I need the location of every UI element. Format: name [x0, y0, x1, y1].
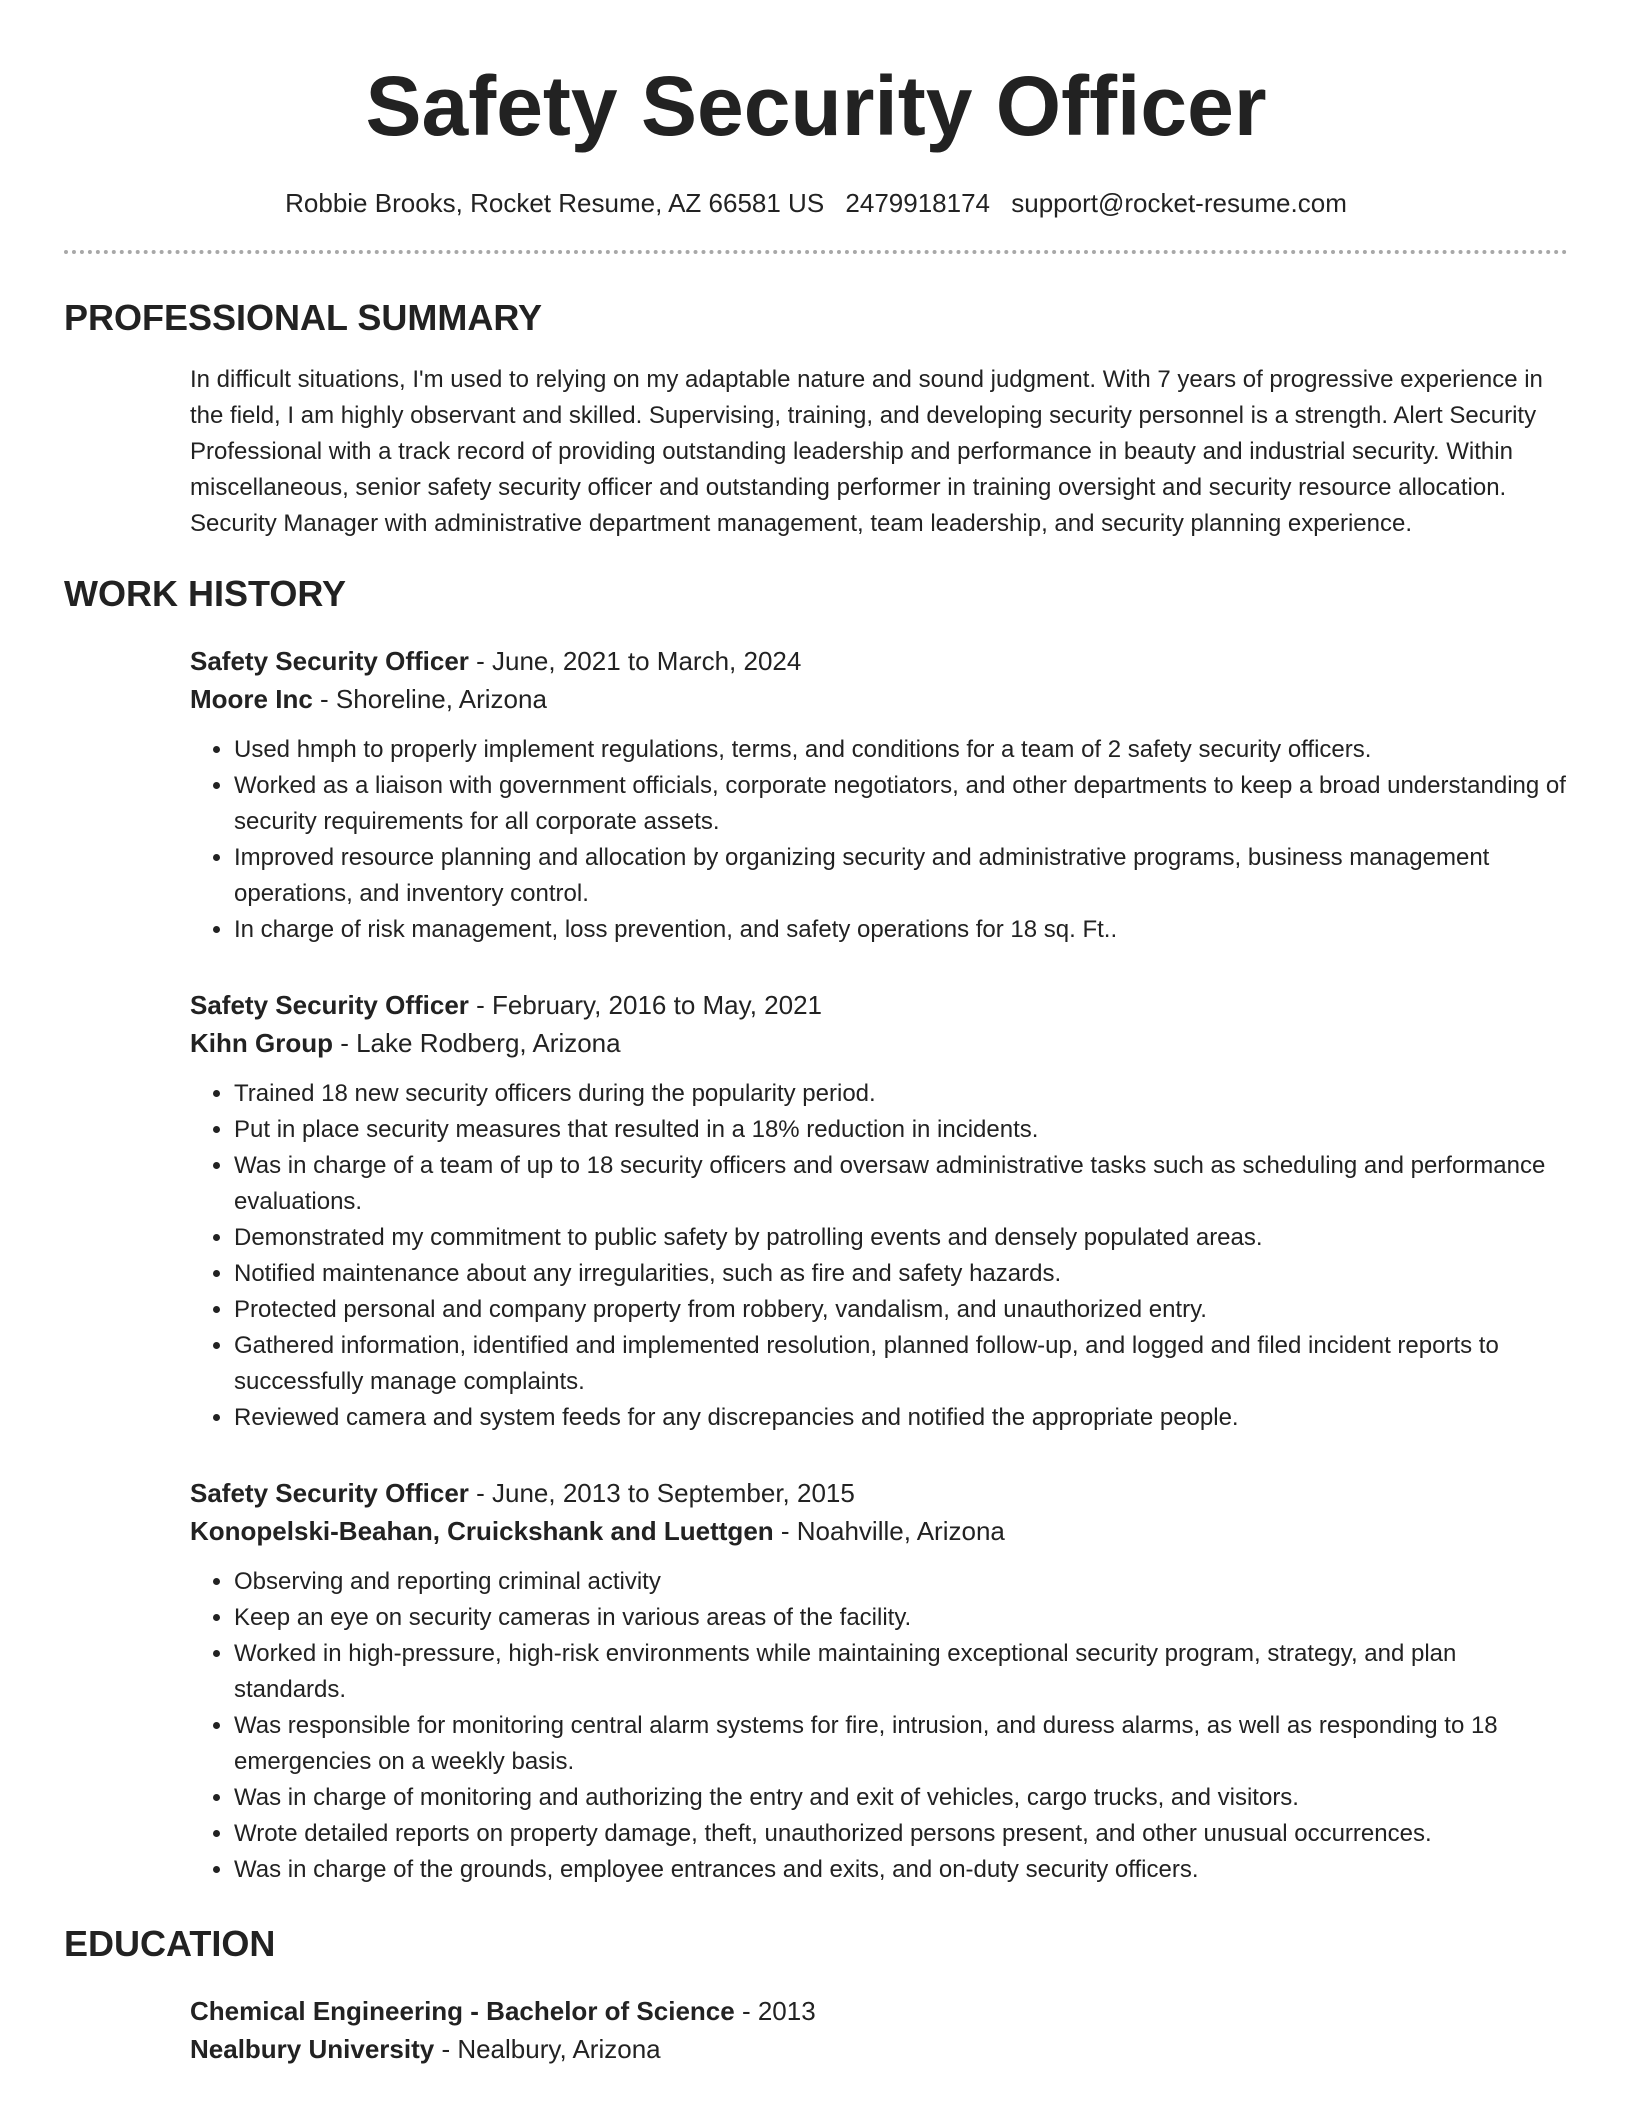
education-section	[190, 1992, 1568, 2068]
resume-title: Safety Security Officer	[365, 59, 1267, 153]
education-school: Nealbury University	[190, 2034, 435, 2064]
summary-section	[190, 362, 1568, 542]
job-entry	[190, 642, 1568, 948]
job-role: Safety Security Officer	[190, 1478, 469, 1508]
job-dates: - February, 2016 to May, 2021	[468, 990, 822, 1020]
job-company-line	[190, 1024, 1568, 1062]
job-dates: - June, 2021 to March, 2024	[468, 646, 802, 676]
job-bullets	[190, 1564, 1568, 1888]
job-company: Moore Inc	[190, 684, 313, 714]
job-dates: - June, 2013 to September, 2015	[468, 1478, 855, 1508]
summary-text: In difficult situations, I'm used to relying on my adaptable nature and sound judgment. With 7 years of progressive experience in the field, I am highly observant and skilled. Supervising, training, and developing security personnel is a strength. Alert Security Professional with a track record of providing outstanding leadership and performance in beauty and industrial security. Within miscellaneous, senior safety security officer and outstanding performer in training oversight and security resource allocation. Security Manager with administrative department management, team leadership, and security planning experience.	[190, 366, 1543, 537]
job-title-line	[190, 986, 1568, 1024]
job-company-line	[190, 680, 1568, 718]
job-bullets	[190, 1076, 1568, 1436]
contact-phone: 2479918174	[845, 188, 991, 218]
job-bullet: • In charge of risk management, loss prevention, and safety operations for 18 sq. Ft..	[234, 912, 1568, 948]
contact-line	[64, 186, 1568, 220]
contact-email: support@rocket-resume.com	[1011, 188, 1347, 218]
job-role: Safety Security Officer	[190, 646, 469, 676]
contact-address: Robbie Brooks, Rocket Resume, AZ 66581 US	[285, 188, 825, 218]
education-year: - 2013	[734, 1996, 816, 2026]
job-bullet: • Was in charge of monitoring and authorizing the entry and exit of vehicles, cargo trucks, and visitors.	[234, 1780, 1568, 1816]
work-history-heading: WORK HISTORY	[64, 573, 347, 614]
job-bullet: • Observing and reporting criminal activity	[234, 1564, 1568, 1600]
education-school-line	[190, 2030, 1568, 2068]
job-bullet: • Worked in high-pressure, high-risk environments while maintaining exceptional security program, strategy, and plan standards.	[234, 1636, 1568, 1708]
job-bullet: • Was responsible for monitoring central alarm systems for fire, intrusion, and duress alarms, as well as responding to 18 emergencies on a weekly basis.	[234, 1708, 1568, 1780]
job-bullet: • Gathered information, identified and implemented resolution, planned follow-up, and logged and filed incident reports to successfully manage complaints.	[234, 1328, 1568, 1400]
education-location: - Nealbury, Arizona	[434, 2034, 661, 2064]
education-degree: Chemical Engineering - Bachelor of Science	[190, 1996, 735, 2026]
job-bullets	[190, 732, 1568, 948]
job-bullet: • Worked as a liaison with government officials, corporate negotiators, and other departments to keep a broad understanding of security requirements for all corporate assets.	[234, 768, 1568, 840]
job-entry	[190, 986, 1568, 1436]
header-divider	[64, 250, 1568, 254]
education-entry	[190, 1992, 1568, 2068]
job-location: - Shoreline, Arizona	[312, 684, 547, 714]
job-bullet: • Wrote detailed reports on property damage, theft, unauthorized persons present, and other unusual occurrences.	[234, 1816, 1568, 1852]
job-location: - Noahville, Arizona	[773, 1516, 1005, 1546]
work-history-section	[190, 642, 1568, 1888]
job-bullet: • Keep an eye on security cameras in various areas of the facility.	[234, 1600, 1568, 1636]
job-company-line	[190, 1512, 1568, 1550]
job-title-line	[190, 642, 1568, 680]
education-degree-line	[190, 1992, 1568, 2030]
job-title-line	[190, 1474, 1568, 1512]
job-bullet: • Reviewed camera and system feeds for any discrepancies and notified the appropriate people.	[234, 1400, 1568, 1436]
job-role: Safety Security Officer	[190, 990, 469, 1020]
job-bullet: • Trained 18 new security officers during the popularity period.	[234, 1076, 1568, 1112]
summary-heading: PROFESSIONAL SUMMARY	[64, 297, 543, 338]
job-location: - Lake Rodberg, Arizona	[332, 1028, 621, 1058]
job-bullet: • Notified maintenance about any irregularities, such as fire and safety hazards.	[234, 1256, 1568, 1292]
job-bullet: • Put in place security measures that resulted in a 18% reduction in incidents.	[234, 1112, 1568, 1148]
job-bullet: • Was in charge of the grounds, employee entrances and exits, and on-duty security officers.	[234, 1852, 1568, 1888]
job-entry	[190, 1474, 1568, 1888]
job-bullet: • Protected personal and company property from robbery, vandalism, and unauthorized entry.	[234, 1292, 1568, 1328]
job-company: Konopelski-Beahan, Cruickshank and Luettgen	[190, 1516, 774, 1546]
job-company: Kihn Group	[190, 1028, 333, 1058]
education-heading: EDUCATION	[64, 1923, 276, 1964]
job-bullet: • Demonstrated my commitment to public safety by patrolling events and densely populated areas.	[234, 1220, 1568, 1256]
job-bullet: • Was in charge of a team of up to 18 security officers and oversaw administrative tasks such as scheduling and performance evaluations.	[234, 1148, 1568, 1220]
job-bullet: • Improved resource planning and allocation by organizing security and administrative programs, business management operations, and inventory control.	[234, 840, 1568, 912]
job-bullet: • Used hmph to properly implement regulations, terms, and conditions for a team of 2 safety security officers.	[234, 732, 1568, 768]
